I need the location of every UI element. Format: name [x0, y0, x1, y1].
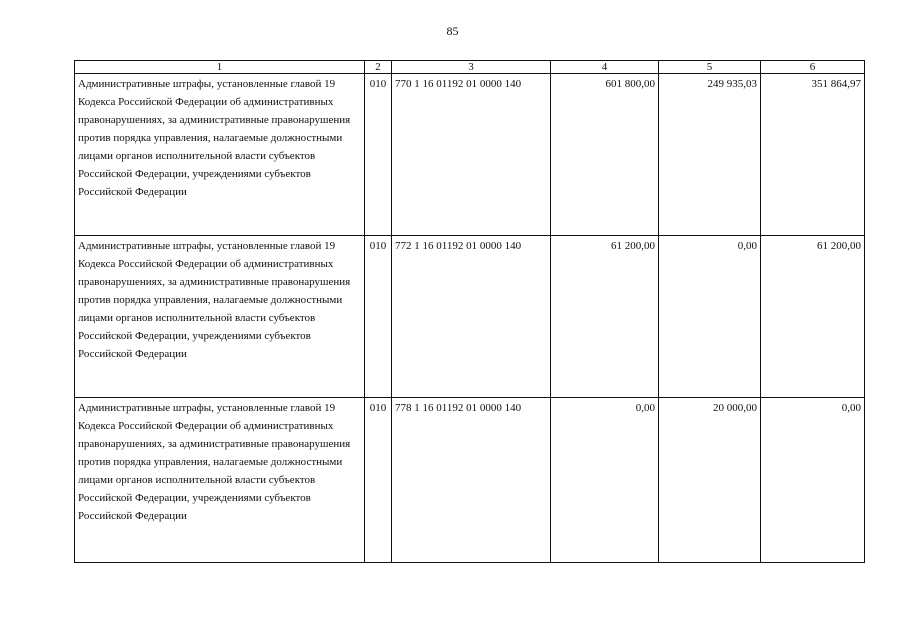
column-header: 5 — [659, 61, 761, 74]
row-amount-col6: 61 200,00 — [761, 236, 865, 398]
row-amount-col4: 601 800,00 — [551, 74, 659, 236]
table-row — [75, 236, 865, 398]
row-budget-code: 772 1 16 01192 01 0000 140 — [392, 236, 551, 398]
column-header: 3 — [392, 61, 551, 74]
row-amount-col4: 61 200,00 — [551, 236, 659, 398]
row-amount-col6: 0,00 — [761, 398, 865, 563]
row-description: Административные штрафы, установленные главой 19 Кодекса Российской Федерации об административных правонарушениях, за административные правонарушения против порядка управления, налагаемые должностными лицами органов исполнительной власти субъектов Российской Федерации, учреждениями субъектов Российской Федерации — [75, 398, 365, 563]
row-amount-col4: 0,00 — [551, 398, 659, 563]
row-budget-code: 778 1 16 01192 01 0000 140 — [392, 398, 551, 563]
row-line-code: 010 — [365, 398, 392, 563]
column-header: 4 — [551, 61, 659, 74]
report-table — [74, 60, 865, 563]
page-number: 85 — [446, 24, 459, 38]
row-amount-col5: 20 000,00 — [659, 398, 761, 563]
row-amount-col5: 0,00 — [659, 236, 761, 398]
row-budget-code: 770 1 16 01192 01 0000 140 — [392, 74, 551, 236]
row-description: Административные штрафы, установленные главой 19 Кодекса Российской Федерации об административных правонарушениях, за административные правонарушения против порядка управления, налагаемые должностными лицами органов исполнительной власти субъектов Российской Федерации, учреждениями субъектов Российской Федерации — [75, 236, 365, 398]
column-header: 6 — [761, 61, 865, 74]
row-amount-col6: 351 864,97 — [761, 74, 865, 236]
table-row — [75, 398, 865, 563]
row-line-code: 010 — [365, 236, 392, 398]
table-row — [75, 74, 865, 236]
row-line-code: 010 — [365, 74, 392, 236]
table-header-row — [75, 61, 865, 74]
column-header: 2 — [365, 61, 392, 74]
row-description: Административные штрафы, установленные главой 19 Кодекса Российской Федерации об административных правонарушениях, за административные правонарушения против порядка управления, налагаемые должностными лицами органов исполнительной власти субъектов Российской Федерации, учреждениями субъектов Российской Федерации — [75, 74, 365, 236]
column-header: 1 — [75, 61, 365, 74]
row-amount-col5: 249 935,03 — [659, 74, 761, 236]
